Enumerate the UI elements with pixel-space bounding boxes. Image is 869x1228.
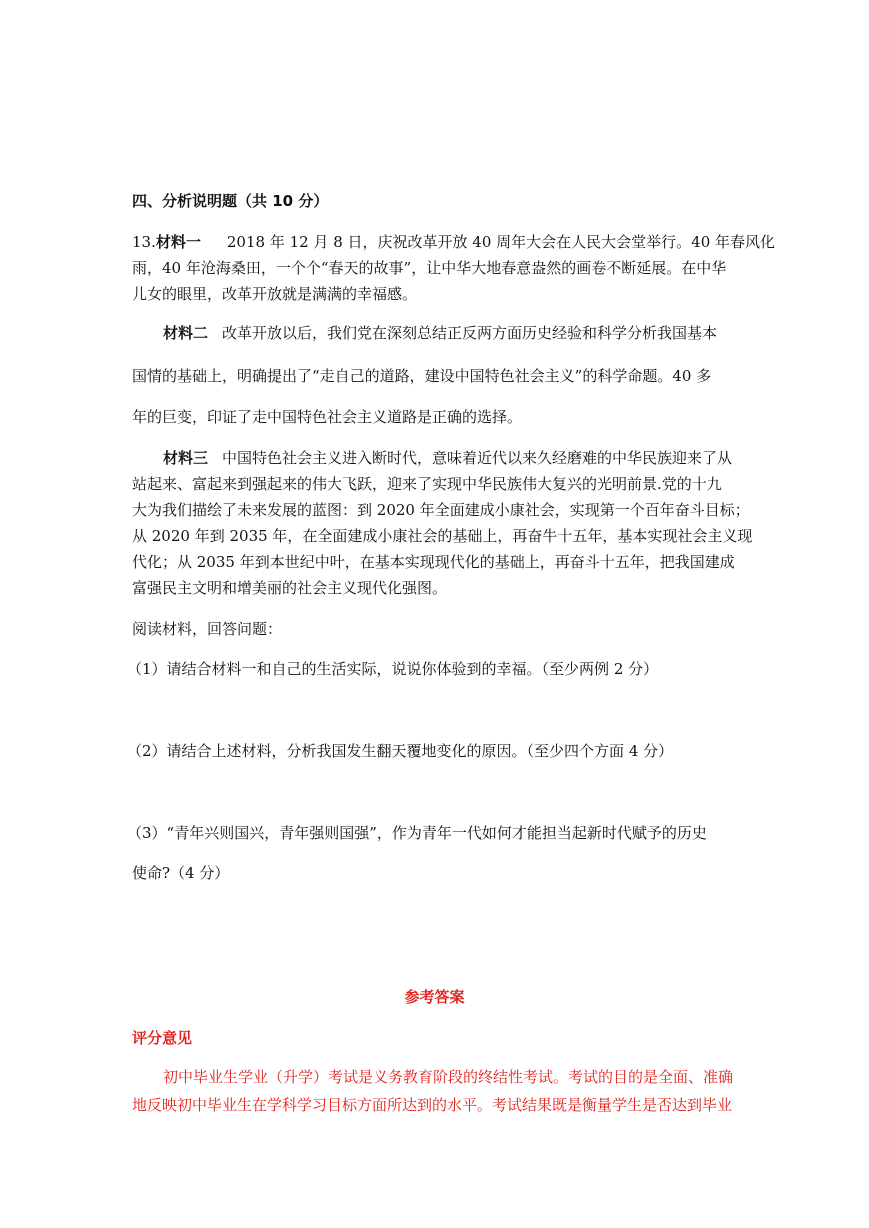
read-prompt: 阅读材料，回答问题： (132, 620, 283, 638)
material-3-line-4: 从 2020 年到 2035 年，在全面建成小康社会的基础上，再奋牛十五年，基本实现社会主义现 (132, 527, 753, 545)
question-number: 13. (132, 233, 156, 251)
material-1-line-3: 儿女的眼里，改革开放就是满满的幸福感。 (132, 285, 418, 303)
material-1-line-2: 雨，40 年沧海桑田，一个个“春天的故事”，让中华大地春意盎然的画卷不断延展。在中华 (132, 259, 727, 277)
sub-question-2: （2）请结合上述材料，分析我国发生翻天覆地变化的原因。（至少四个方面 4 分） (127, 742, 674, 760)
material-2-text: 改革开放以后，我们党在深刻总结正反两方面历史经验和科学分析我国基本 (222, 324, 718, 342)
material-2-line-3: 年的巨变，印证了走中国特色社会主义道路是正确的选择。 (132, 408, 523, 426)
answer-para-line-2: 地反映初中毕业生在学科学习目标方面所达到的水平。考试结果既是衡量学生是否达到毕业 (132, 1096, 733, 1114)
material-3-line-6: 富强民主文明和增美丽的社会主义现代化强图。 (132, 579, 448, 597)
section-heading: 四、分析说明题（共 10 分） (132, 192, 329, 210)
material-1-line-1 (132, 231, 775, 253)
material-1-label: 材料一 (155, 233, 201, 251)
material-3-line-2: 站起来、富起来到强起来的伟大飞跃，迎来了实现中华民族伟大复兴的光明前景.党的十九 (132, 475, 722, 493)
sub-question-1: （1）请结合材料一和自己的生活实际，说说你体验到的幸福。（至少两例 2 分） (127, 660, 659, 678)
material-3-line-5: 代化；从 2035 年到本世纪中叶，在基本实现现代化的基础上，再奋斗十五年，把我国建成 (132, 553, 735, 571)
material-2-label: 材料二 (163, 324, 209, 342)
answer-title: 参考答案 (404, 988, 465, 1006)
answer-subtitle: 评分意见 (132, 1029, 193, 1047)
material-3-line-3: 大为我们描绘了未来发展的蓝图：到 2020 年全面建成小康社会，实现第一个百年奋斗目标； (132, 501, 750, 519)
material-1-text: 2018 年 12 月 8 日，庆祝改革开放 40 周年大会在人民大会堂举行。40 年春风化 (226, 233, 776, 251)
material-3-line-1 (163, 447, 732, 469)
material-3-label: 材料三 (163, 449, 209, 467)
material-2-line-1 (163, 322, 717, 344)
material-2-line-2: 国情的基础上，明确提出了“走自己的道路，建设中国特色社会主义”的科学命题。40 多 (132, 367, 712, 385)
sub-question-3-line-2: 使命?（4 分） (132, 864, 230, 882)
answer-para-line-1: 初中毕业生学业（升学）考试是义务教育阶段的终结性考试。考试的目的是全面、准确 (163, 1068, 734, 1086)
sub-question-3-line-1: （3）“青年兴则国兴，青年强则国强”，作为青年一代如何才能担当起新时代赋予的历史 (127, 824, 707, 842)
material-3-text: 中国特色社会主义进入断时代，意味着近代以来久经磨难的中华民族迎来了从 (222, 449, 733, 467)
